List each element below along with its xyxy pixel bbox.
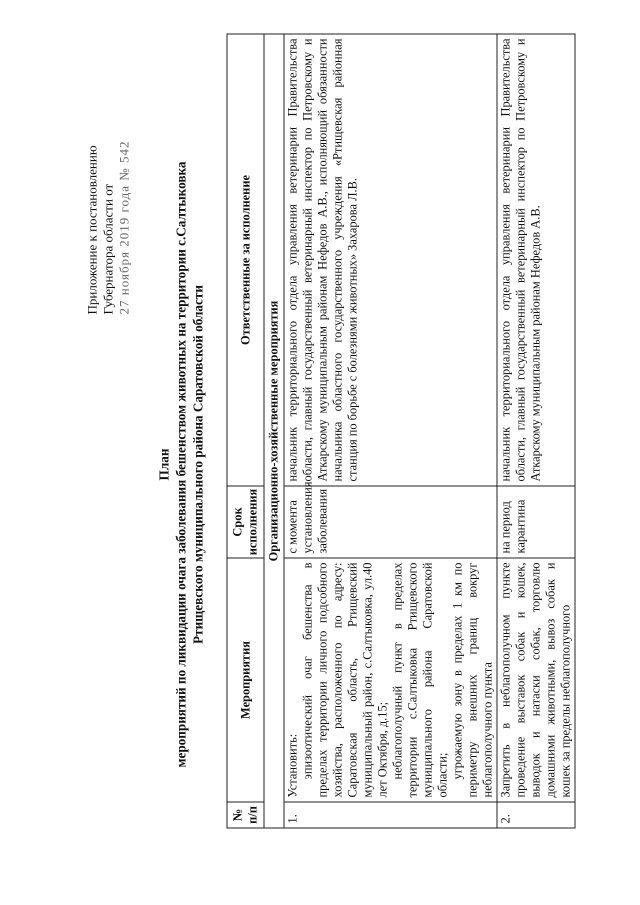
header-responsible: Ответственные за исполнение <box>227 34 264 486</box>
table-row <box>284 34 497 828</box>
appendix-line-3: 27 ноября 2019 года № 542 <box>116 140 132 315</box>
measures-table <box>227 34 576 829</box>
row-2-responsible: начальник территориального отдела управления ветеринарии Правительства области, главный государственный ветеринарный инспектор по Петровскому и Аткарскому муниципальным районам Нефедов А.В. <box>497 34 575 486</box>
row-2-num: 2. <box>497 802 575 828</box>
row-2-measure: Запретить в неблагополучном пункте проведение выставок собак и кошек, выводок и натаски собак, торговлю домашними животными, вывоз собак и кошек за пределы неблагополучного <box>497 558 575 802</box>
appendix-line-2: Губернатора области от <box>100 183 116 315</box>
row-1-measure-intro: Установить: <box>285 733 300 798</box>
document-title <box>156 85 207 845</box>
row-1-responsible: начальник территориального отдела управления ветеринарии Правительства области, главный государственный ветеринарный инспектор по Петровскому и Аткарскому муниципальным районам Нефедов А.В., исполняющий обязанности начальника областного государственного учреждения «Ртищевская районная станция по борьбе с болезнями животных» Захарова Л.В. <box>284 34 497 486</box>
table-row <box>497 34 575 828</box>
title-line-2: Ртищевского муниципального района Саратовской области <box>190 285 206 644</box>
title-heading: План <box>156 448 172 481</box>
header-measures: Мероприятия <box>227 558 264 802</box>
row-1-term: с момента установления заболевания <box>284 486 497 558</box>
document-page <box>1 0 640 905</box>
title-line-1: мероприятий по ликвидации очага заболевания бешенством животных на территории с.Салтыковка <box>173 161 189 768</box>
appendix-line-1: Приложение к постановлению <box>84 145 100 315</box>
section-row <box>264 34 284 828</box>
row-1-measure-c: угрожаемую зону в пределах 1 км по периметру внешних границ вокруг неблагополучного пункта <box>450 562 495 798</box>
row-1-measure <box>284 558 497 802</box>
appendix-note <box>85 65 133 315</box>
row-1-measure-b: неблагополучный пункт в пределах территории с.Салтыковка Ртищевского муниципального района Саратовской области; <box>390 562 450 798</box>
row-1-num: 1. <box>284 802 497 828</box>
table-header-row <box>227 34 264 828</box>
row-2-term: на период карантина <box>497 486 575 558</box>
header-num: № п/п <box>227 802 264 828</box>
header-term: Срок исполнения <box>227 486 264 558</box>
section-title: Организационно-хозяйственные мероприятия <box>264 34 284 828</box>
row-1-measure-a: эпизоотический очаг бешенства в пределах территории личного подсобного хозяйства, расположенного по адресу: Саратовская область, Ртищевский муниципальный район, с.Салтыковка, ул.40 лет Октября, д.15; <box>300 562 390 798</box>
